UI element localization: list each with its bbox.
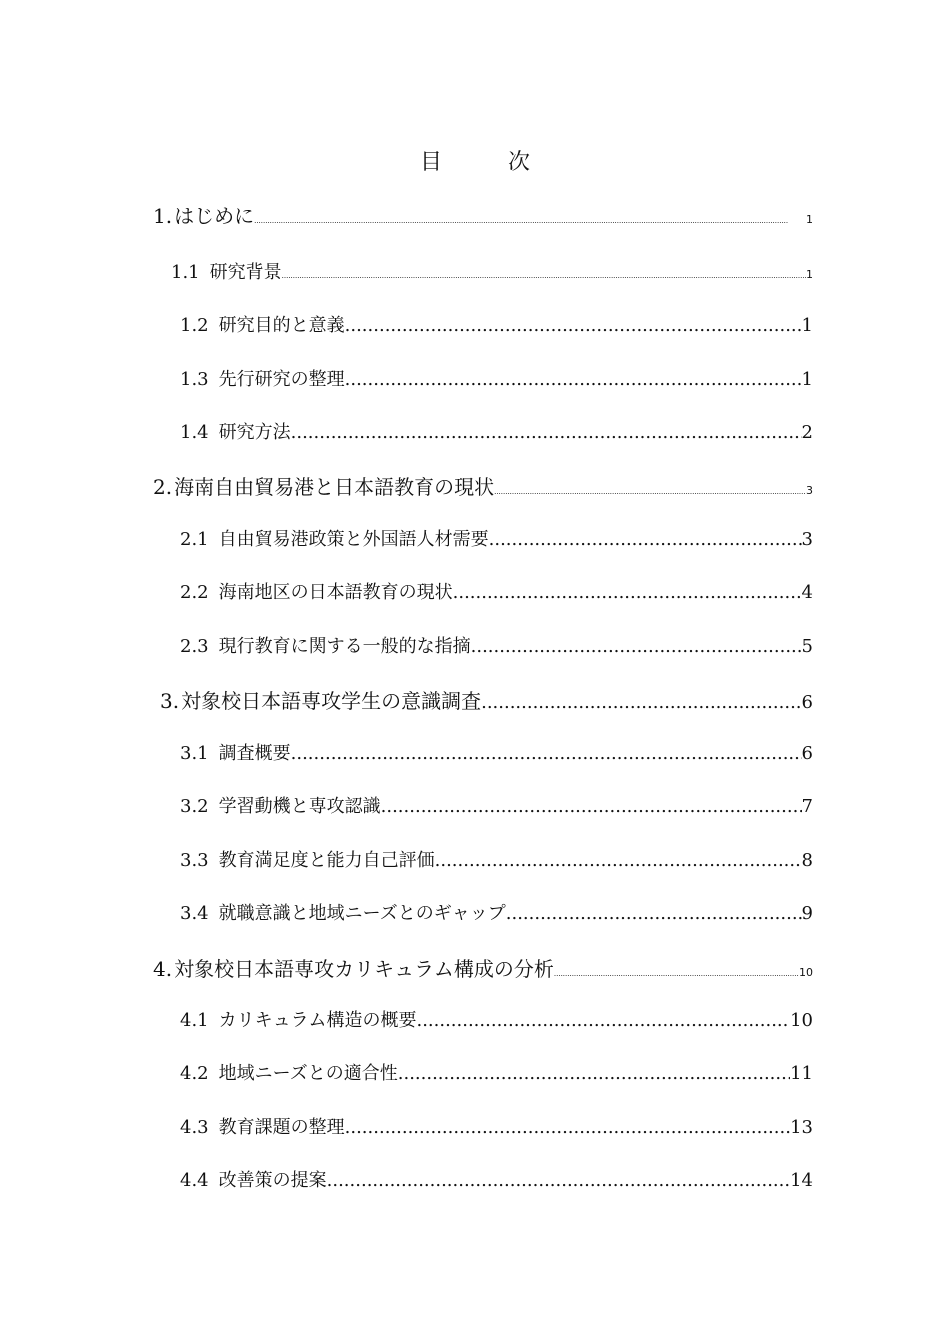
toc-entry[interactable] <box>160 685 813 714</box>
toc-entry[interactable] <box>180 632 813 658</box>
toc-entry-label: 学習動機と専攻認識 <box>218 796 381 817</box>
toc-entry-label: 自由貿易港政策と外国語人材需要 <box>218 529 489 550</box>
toc-entry-number: 1.4 <box>180 422 209 443</box>
toc-leader-dots <box>398 1063 790 1084</box>
toc-entry-label: 海南地区の日本語教育の現状 <box>218 582 453 603</box>
toc-leader-dots <box>282 272 806 280</box>
toc-entry-page: 10 <box>799 966 813 979</box>
toc-entry-page: 3 <box>801 529 813 550</box>
toc-entry[interactable] <box>180 1166 813 1192</box>
toc-entry-number: 2.1 <box>180 529 209 550</box>
toc-entry-label: 研究背景 <box>209 262 282 283</box>
toc-entry-page: 1 <box>801 315 813 336</box>
toc-entry[interactable] <box>153 200 813 229</box>
toc-entry-page: 9 <box>801 903 813 924</box>
toc-leader-dots <box>381 796 802 817</box>
toc-entry[interactable] <box>180 1006 813 1032</box>
toc-entry-label: 教育課題の整理 <box>218 1117 345 1138</box>
toc-entry-page: 1 <box>801 369 813 390</box>
toc-entry-label: 現行教育に関する一般的な指摘 <box>218 636 471 657</box>
toc-leader-dots <box>435 850 802 871</box>
toc-entry[interactable] <box>153 953 813 982</box>
toc-entry-number: 3.3 <box>180 850 209 871</box>
toc-entry-label: 研究目的と意義 <box>218 315 345 336</box>
toc-entry[interactable] <box>180 578 813 604</box>
toc-entry-page: 8 <box>801 850 813 871</box>
toc-entry-page: 3 <box>806 484 813 497</box>
toc-entry-number: 1.3 <box>180 369 209 390</box>
toc-leader-dots <box>481 692 801 713</box>
toc-entry-label: はじめに <box>174 204 255 228</box>
toc-entry-number: 4.1 <box>180 1010 209 1031</box>
toc-entry-page: 1 <box>806 213 813 226</box>
toc-leader-dots <box>494 488 806 496</box>
toc-entry[interactable] <box>180 365 813 391</box>
toc-entry[interactable] <box>180 792 813 818</box>
toc-entry-page: 10 <box>790 1010 813 1031</box>
toc-entry[interactable] <box>180 1113 813 1139</box>
toc-entry-number: 1.2 <box>180 315 209 336</box>
toc-entry-page: 7 <box>801 796 813 817</box>
toc-entry[interactable] <box>180 1059 813 1085</box>
toc-entry-label: 教育満足度と能力自己評価 <box>218 850 435 871</box>
toc-entry-number: 1.1 <box>171 262 200 283</box>
toc-entry-label: 対象校日本語専攻カリキュラム構成の分析 <box>174 957 554 981</box>
toc-entry-number: 2. <box>153 475 173 499</box>
toc-entry-page: 13 <box>790 1117 813 1138</box>
toc-leader-dots <box>471 636 802 657</box>
toc-leader-dots <box>506 903 802 924</box>
toc-entry-page: 6 <box>801 692 813 713</box>
toc-leader-dots <box>554 970 799 978</box>
toc-leader-dots <box>254 217 806 225</box>
toc-title: 目 次 <box>419 150 552 175</box>
toc-entry-label: 先行研究の整理 <box>218 369 345 390</box>
toc-entry-page: 1 <box>806 268 813 281</box>
toc-entry-label: カリキュラム構造の概要 <box>218 1010 417 1031</box>
toc-entry-page: 2 <box>801 422 813 443</box>
toc-entry-number: 3.4 <box>180 903 209 924</box>
toc-entry-number: 3. <box>160 689 180 713</box>
toc-entry-number: 3.2 <box>180 796 209 817</box>
toc-leader-dots <box>489 529 802 550</box>
toc-entry-label: 調査概要 <box>218 743 291 764</box>
toc-entry-page: 11 <box>790 1063 813 1084</box>
toc-leader-dots <box>345 315 802 336</box>
toc-leader-dots <box>345 1117 790 1138</box>
toc-entry-page: 5 <box>801 636 813 657</box>
toc-entry-label: 改善策の提案 <box>218 1170 327 1191</box>
toc-entry-number: 4.3 <box>180 1117 209 1138</box>
toc-entry[interactable] <box>180 311 813 337</box>
toc-entry[interactable] <box>171 258 813 284</box>
toc-entry-page: 6 <box>801 743 813 764</box>
toc-entry-number: 3.1 <box>180 743 209 764</box>
toc-entry-label: 海南自由貿易港と日本語教育の現状 <box>174 475 495 499</box>
toc-entry-number: 4.2 <box>180 1063 209 1084</box>
toc-leader-dots <box>291 422 802 443</box>
toc-entry-label: 対象校日本語専攻学生の意識調査 <box>181 689 482 713</box>
toc-entry-page: 4 <box>801 582 813 603</box>
toc-entry[interactable] <box>180 525 813 551</box>
toc-entry-number: 4. <box>153 957 173 981</box>
toc-entry-number: 2.2 <box>180 582 209 603</box>
toc-leader-dots <box>327 1170 790 1191</box>
toc-entry-label: 就職意識と地域ニーズとのギャップ <box>218 903 506 924</box>
toc-entry[interactable] <box>180 899 813 925</box>
toc-entry-label: 研究方法 <box>218 422 291 443</box>
toc-leader-dots <box>416 1010 790 1031</box>
toc-leader-dots <box>453 582 802 603</box>
toc-entry-page: 14 <box>790 1170 813 1191</box>
toc-leader-dots <box>291 743 802 764</box>
toc-entry[interactable] <box>153 471 813 500</box>
toc-entry[interactable] <box>180 739 813 765</box>
toc-entry-number: 1. <box>153 204 173 228</box>
toc-leader-dots <box>345 369 802 390</box>
toc-entry[interactable] <box>180 846 813 872</box>
toc-entry-number: 4.4 <box>180 1170 209 1191</box>
toc-entry-number: 2.3 <box>180 636 209 657</box>
toc-entry[interactable] <box>180 418 813 444</box>
toc-entry-label: 地域ニーズとの適合性 <box>218 1063 398 1084</box>
